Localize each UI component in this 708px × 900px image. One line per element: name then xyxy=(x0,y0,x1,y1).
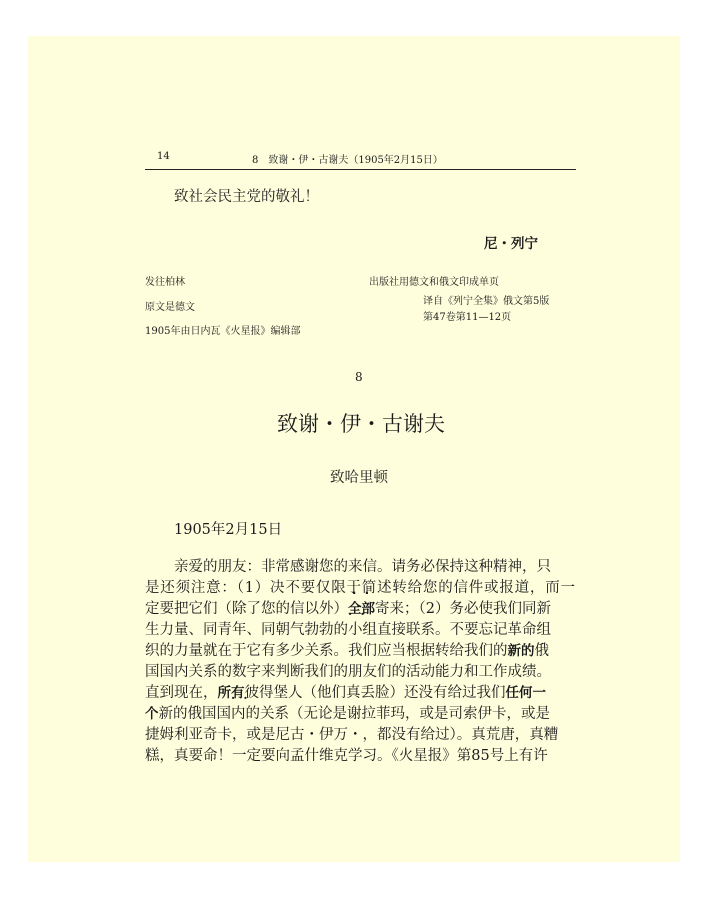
note-right-3: 第47卷第11—12页 xyxy=(423,312,512,323)
body-line-6: 国国内关系的数字来判断我们的朋友们的活动能力和工作成绩。 xyxy=(145,664,551,680)
body-line-7: 直到现在，所有彼得堡人（他们真丢脸）还没有给过我们任何一 xyxy=(145,685,546,701)
body-line-8: 个新的俄国国· · 内的关系（无论是谢拉菲玛，或是司索伊卡，或是 xyxy=(145,702,575,723)
letter-recipient: 致哈里顿 xyxy=(330,470,388,486)
signature: 尼・列宁 xyxy=(484,236,538,252)
closing-greeting: 致社会民主党的敬礼！ xyxy=(174,189,319,205)
letter-number: 8 xyxy=(355,370,363,384)
note-left-1: 发往柏林 xyxy=(145,277,185,288)
note-left-2: 原文是德文 xyxy=(145,302,195,313)
note-right-2: 译自《列宁全集》俄文第5版 xyxy=(423,296,550,307)
letter-date: 1905年2月15日 xyxy=(174,522,283,538)
emphasis-inside: · · 内 xyxy=(231,702,246,723)
emphasis-any: 任何一 xyxy=(505,685,546,701)
body-line-9: 捷姆利亚奇卡，或是尼古・伊万・，都没有给过）。真荒唐，真糟 xyxy=(145,727,559,743)
body-line-1: 亲爱的朋友：非常感谢您的来信。请务必保持这种精神，只 xyxy=(174,559,551,575)
body-line-5: 织的力量就在于它有多少关系。我们应当根据转给我们的新的俄 xyxy=(145,643,549,659)
emphasis-all: · · 全部 xyxy=(348,597,375,617)
emphasis-ge: 个 xyxy=(145,706,159,722)
body-line-2: 是还须注意：（1）决不要仅限于简述转给您的信件或报道，而一 xyxy=(145,580,575,596)
emphasis-new: 新的 xyxy=(507,643,535,659)
body-line-4: 生力量、同青年、同朝气勃勃的· · 小组直接联系。不要忘记革命组 xyxy=(145,618,575,639)
emphasis-small: · · 小 xyxy=(348,618,363,639)
body-line-10: 糕，真要命！一定要向孟什维克学习。《火星报》第85号上有许 xyxy=(145,748,548,764)
emphasis-all-2: 所有 xyxy=(217,685,245,701)
note-left-3: 1905年由日内瓦《火星报》编辑部 xyxy=(145,326,301,337)
running-title: 8 致谢・伊・古谢夫（1905年2月15日） xyxy=(252,155,443,166)
note-right-1: 出版社用德文和俄文印成单页 xyxy=(369,277,499,288)
body-line-3: 定要把它们（除了您的信以外）· · 全部寄来；（2）务必使我们同新 xyxy=(145,597,575,618)
header-rule xyxy=(145,169,576,170)
letter-title: 致谢・伊・古谢夫 xyxy=(277,412,445,436)
page-number: 14 xyxy=(157,151,170,162)
